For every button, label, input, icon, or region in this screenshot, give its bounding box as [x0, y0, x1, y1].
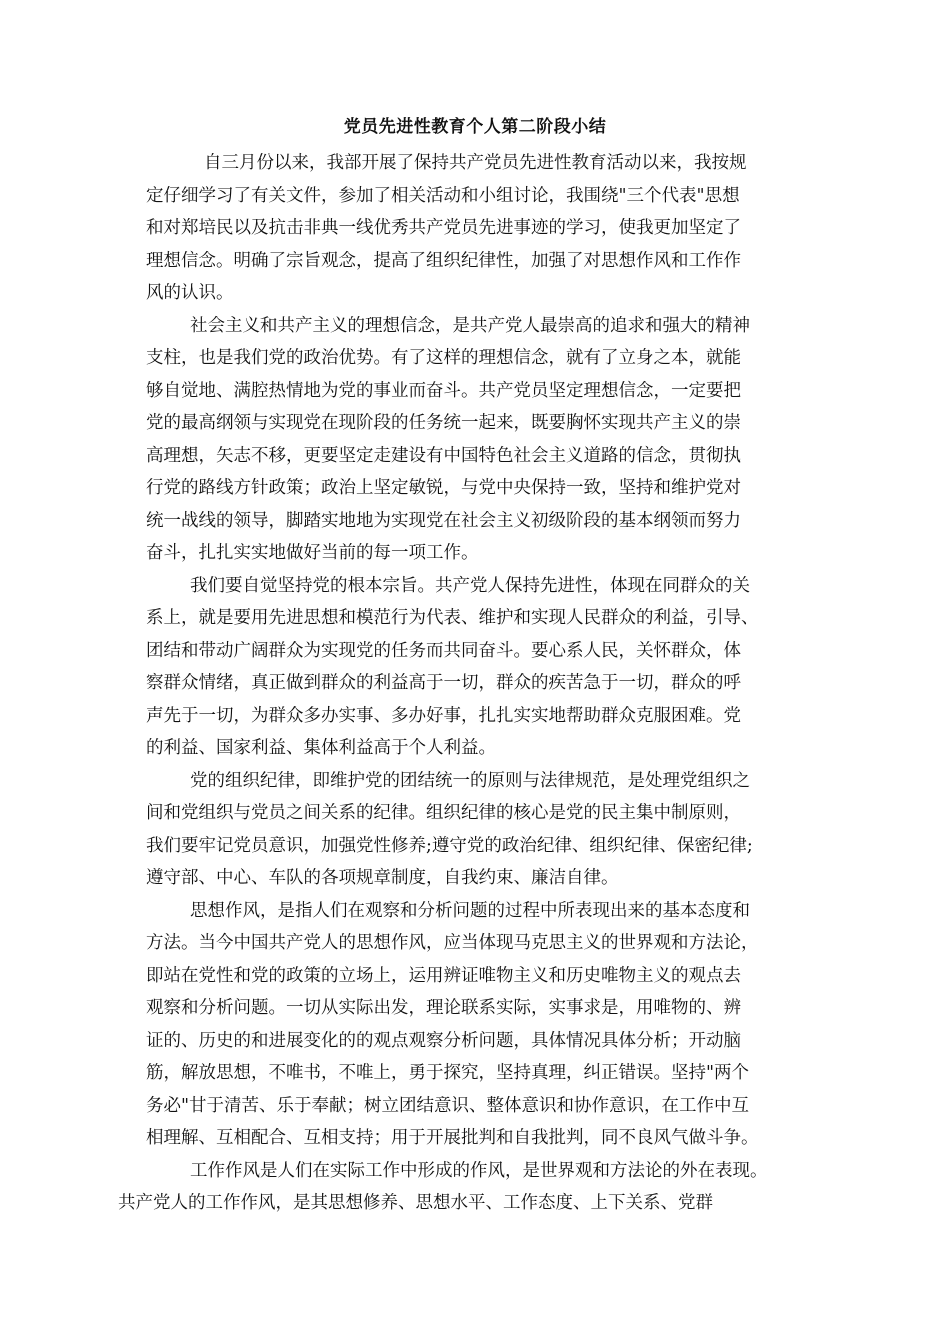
- paragraph-5-line-7: 务必"甘于清苦、乐于奉献；树立团结意识、整体意识和协作意识，在工作中互: [146, 1095, 750, 1116]
- paragraph-3-line-4: 察群众情绪，真正做到群众的利益高于一切，群众的疾苦急于一切，群众的呼: [146, 673, 741, 693]
- paragraph-2-line-8: 奋斗，扎扎实实地做好当前的每一项工作。: [146, 543, 479, 563]
- paragraph-5-line-6: 筋，解放思想，不唯书，不唯上，勇于探究，坚持真理，纠正错误。坚持"两个: [146, 1063, 750, 1083]
- paragraph-2-line-3: 够自觉地、满腔热情地为党的事业而奋斗。共产党员坚定理想信念，一定要把: [146, 380, 741, 401]
- paragraph-2-line-7: 统一战线的领导，脚踏实地地为实现党在社会主义初级阶段的基本纲领而努力: [146, 510, 741, 531]
- paragraph-1-line-4: 理想信念。明确了宗旨观念，提高了组织纪律性，加强了对思想作风和工作作: [146, 250, 741, 271]
- paragraph-1-line-2: 定仔细学习了有关文件，参加了相关活动和小组讨论，我围绕"三个代表"思想: [146, 185, 740, 206]
- paragraph-1-line-1: 自三月份以来，我部开展了保持共产党员先进性教育活动以来，我按规: [204, 153, 747, 173]
- paragraph-1-line-3: 和对郑培民以及抗击非典一线优秀共产党员先进事迹的学习，使我更加坚定了: [146, 218, 741, 238]
- paragraph-3-line-2: 系上，就是要用先进思想和模范行为代表、维护和实现人民群众的利益，引导、: [146, 608, 759, 628]
- document-body: [118, 147, 806, 1220]
- paragraph-6-line-2: 共产党人的工作作风，是其思想修养、思想水平、工作态度、上下关系、党群: [118, 1193, 713, 1213]
- paragraph-4-line-1: 党的组织纪律，即维护党的团结统一的原则与法律规范，是处理党组织之: [190, 770, 750, 791]
- paragraph-2-line-2: 支柱，也是我们党的政治优势。有了这样的理想信念，就有了立身之本，就能: [146, 348, 741, 368]
- paragraph-2-line-1: 社会主义和共产主义的理想信念，是共产党人最崇高的追求和强大的精神: [190, 315, 750, 336]
- paragraph-5-line-3: 即站在党性和党的政策的立场上，运用辨证唯物主义和历史唯物主义的观点去: [146, 965, 741, 986]
- paragraph-2-line-4: 党的最高纲领与实现党在现阶段的任务统一起来，既要胸怀实现共产主义的崇: [146, 413, 741, 433]
- paragraph-5-line-5: 证的、历史的和进展变化的的观点观察分析问题，具体情况具体分析；开动脑: [146, 1030, 741, 1051]
- document-title: 党员先进性教育个人第二阶段小结: [343, 117, 607, 137]
- paragraph-4-line-3: 我们要牢记党员意识，加强党性修养;遵守党的政治纪律、组织纪律、保密纪律;: [146, 835, 753, 856]
- paragraph-5-line-4: 观察和分析问题。一切从实际出发，理论联系实际，实事求是，用唯物的、辨: [146, 998, 741, 1018]
- paragraph-1-line-5: 风的认识。: [146, 283, 234, 303]
- paragraph-2-line-6: 行党的路线方针政策；政治上坚定敏锐，与党中央保持一致，坚持和维护党对: [146, 478, 741, 498]
- paragraph-2-line-5: 高理想，矢志不移，更要坚定走建设有中国特色社会主义道路的信念，贯彻执: [146, 445, 741, 466]
- paragraph-4-line-4: 遵守部、中心、车队的各项规章制度，自我约束、廉洁自律。: [146, 868, 619, 888]
- paragraph-5-line-1: 思想作风，是指人们在观察和分析问题的过程中所表现出来的基本态度和: [190, 900, 750, 921]
- paragraph-5-line-8: 相理解、互相配合、互相支持；用于开展批判和自我批判，同不良风气做斗争。: [146, 1128, 759, 1148]
- paragraph-3-line-6: 的利益、国家利益、集体利益高于个人利益。: [146, 738, 496, 758]
- paragraph-3-line-1: 我们要自觉坚持党的根本宗旨。共产党人保持先进性，体现在同群众的关: [190, 575, 750, 596]
- paragraph-5-line-2: 方法。当今中国共产党人的思想作风，应当体现马克思主义的世界观和方法论，: [146, 933, 759, 953]
- paragraph-4-line-2: 间和党组织与党员之间关系的纪律。组织纪律的核心是党的民主集中制原则，: [146, 803, 741, 823]
- paragraph-6-line-1: 工作作风是人们在实际工作中形成的作风，是世界观和方法论的外在表现。: [190, 1160, 768, 1181]
- paragraph-3-line-5: 声先于一切，为群众多办实事、多办好事，扎扎实实地帮助群众克服困难。党: [146, 705, 741, 726]
- paragraph-3-line-3: 团结和带动广阔群众为实现党的任务而共同奋斗。要心系人民，关怀群众，体: [146, 640, 741, 661]
